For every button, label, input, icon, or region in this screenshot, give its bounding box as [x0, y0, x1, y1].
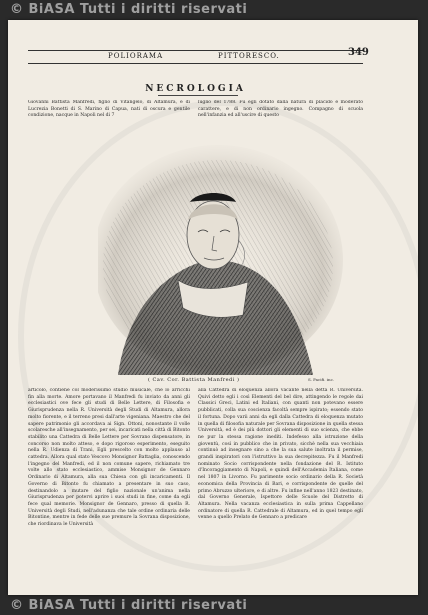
body-column-right: alla Cattedra di eloquenza allora vacante nella detta R. Università. Quivi detto egli i così Elementi del bel dire, attingendo le regole dai Classici Greci, Latini ed Italiani, con quanti non potevano essere pubblicati, colla sua coscienza facoltà sempre ispirato; essendo stato il fortuna. Dopo varii anni da egli dalla Cattedra di eloquenza mutato in quella di filosofia naturale per Sovrana disposizione in quella stessa Università, ed è dei più dottori gli elementi di suo scienza, che ebbe ne pur la stessa ragione inediti. Indefesso alla istruzione della gioventù, così in pubblico che in privato, sicchè nella sua vecchiaia continuò ad insegnare sino a che la sua salute inoltrata il permise, grandi inspiratori con l'istruttivo la sua decrepitezza. Fu il Manfredi nominato Socio corrispondente nella fondazione del R. Istituto d'Incoraggiamento di Napoli, e quindi dell'Accademia Italiana, come nel 1807 in Livorno. Fu parimente socio ordinario della R. Società economica della Provincia di Bari, e corrispondente de quelle del primo Abruzzo ulteriore, e di altre. Fu infine nell'anno 1823 destinato, dal Governo Generale, Ispettore delle Scuole del Distretto di Altamura. Nella vacanza ecclesiastica in sulla prima Cappellano ordinatore di quella R. Cattedrale di Altamura, ed in quel tempo egli venne a quello Prelato de Gennaro a predicare: [198, 388, 363, 521]
portrait-caption: ( Cav. Cor. Battista Manfredi ): [148, 377, 240, 383]
intro-column-left: Giovanni Battista Manfredi, figlio di Vitangelo, di Altamura, e di Lucrezia Bonetti di S. Marino di Capua, nati di oscura e gentile condizione, nacque in Napoli nel di 7: [28, 100, 190, 119]
running-header: [28, 50, 363, 64]
intro-column-right: luglio del 1788. Fu egli dotato dalla natura di placido e moderato carattere, e di non ordinario ingegno. Compagno di scuola nell'infanzia ed all'uscire di questo: [198, 100, 363, 119]
document-page: [8, 20, 418, 595]
portrait-image: [98, 140, 348, 375]
engraver-credit: S. Pacifi. inc.: [308, 377, 335, 382]
header-title-left: POLIORAMA: [108, 52, 164, 60]
title-rule: [158, 95, 238, 96]
copyright-watermark-top: © BiASA Tutti i diritti riservati: [10, 2, 248, 17]
page-number: 349: [348, 47, 369, 58]
copyright-watermark-bottom: © BiASA Tutti i diritti riservati: [10, 598, 248, 613]
section-title: NECROLOGIA: [145, 84, 246, 94]
portrait-engraving: [98, 140, 348, 375]
body-column-left: articolo, contiene col moderissimo studio musicale, che lo arricchì fin alla morte. Amore portavano il Manfredi fu inviato da anni gli ecclesiastici ove fece gli studi di Belle Lettere, di Filosofia e Giurisprudenza nella R. Università degli Studi di Altamura, allora molto fiorente, e il terreno presi dall'arte vigeniana. Maestro che del sapere patrimonio gli accordava ai Sign. Ottoni, nonostante il volle scolaresche all'insegnamento, per sei, incaricati nella città di Bitonto stabilito una Cattedra di Belle Lettere per Sovrano dispensatore, in concorso non molto atteso, e dopo rigoroso esperimento, eseguito nella R. Udienza di Trani, Egli prescelto con molto applauso al cattedra. Allora qual stato Vescovo Monsignor Battaglia, conoscendo l'ingegno del Manfredi, ed il non comune sapere, richiamato tre volte allo stato ecclesiastico, ammise Monsignor de Gennaro Ordinario di Altamura, alla sua Chiesa con gli incaricamenti. Il Governo di Bitonto fu chiamato a presentare in suo caso, destinandolo a mutare del figlio nazionale un'anima nella Giurisprudenza per potervi aprire i suoi studi in fine, come da egli fece qual memorie. Monsignor de Gennaro, presso di quella R. Università degli Studi, nell'adunanza che tale ordine ordinaria delle Bitontine, mentre in fede delle sue premure la Sovrana disposizione, che riordinava le Università: [28, 388, 190, 528]
header-title-right: PITTORESCO.: [218, 52, 280, 60]
